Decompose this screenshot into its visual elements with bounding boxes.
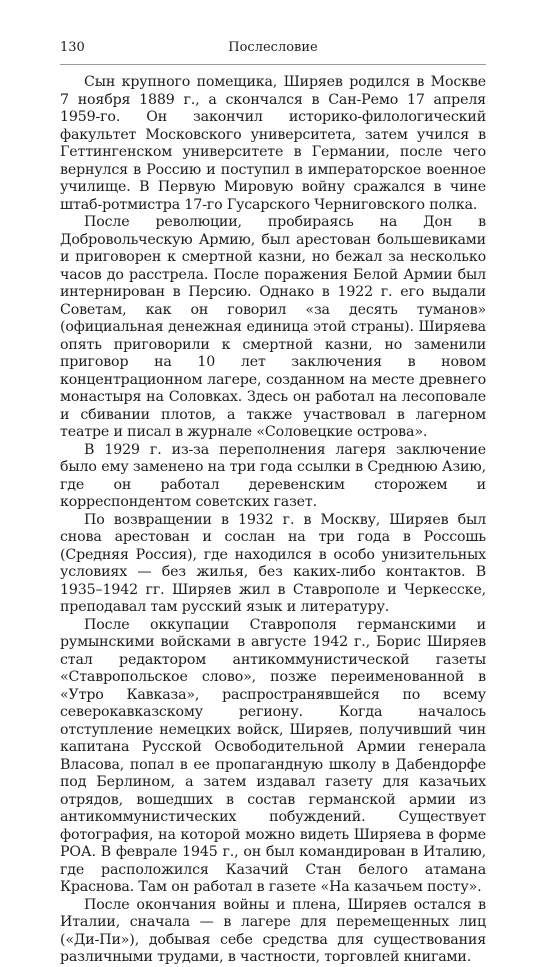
header-rule: [60, 64, 486, 65]
paragraph-return: По возвращении в 1932 г. в Москву, Ширяев был снова арестован и сослан на три года в Россошь (Средняя Россия), где находился в особо унизительных условиях — без жилья, без каких-либо контактов. В 1935–1942 гг. Ширяев жил в Ставрополе и Черкесске, преподавал там русский язык и литературу.: [60, 511, 486, 615]
paragraph-revolution: После революции, пробираясь на Дон в Добровольческую Армию, был арестован большевиками и приговорен к смертной казни, но бежал за несколько часов до расстрела. После поражения Белой Армии был интернирован в Персию. Однако в 1922 г. его выдали Советам, как он говорил «за десять туманов» (официальная денежная единица этой страны). Ширяева опять приговорили к смертной казни, но заменили приговор на 10 лет заключения в новом концентрационном лагере, созданном на месте древнего монастыря на Соловках. Здесь он работал на лесоповале и сбивании плотов, а также участвовал в лагерном театре и писал в журнале «Соловецкие острова».: [60, 214, 486, 440]
running-title: Послесловие: [228, 40, 318, 55]
paragraph-postwar: После окончания войны и плена, Ширяев остался в Италии, сначала — в лагере для перемещенных лиц («Ди-Пи»), добывая себе средства для существования различными трудами, в частности, торговлей книгами.: [60, 896, 486, 965]
paragraph-occupation: После оккупации Ставрополя германскими и румынскими войсками в августе 1942 г., Борис Ширяев стал редактором антикоммунистической газеты «Ставропольское слово», позже переименованной в «Утро Кавказа», распространявшейся по всему северокавказскому региону. Когда началось отступление немецких войск, Ширяев, получивший чин капитана Русской Освободительной Армии генерала Власова, попал в ее пропагандную школу в Дабендорфе под Берлином, а затем издавал газету для казачьих отрядов, вошедших в состав германской армии из антикоммунистических побуждений. Существует фотография, на которой можно видеть Ширяева в форме РОА. В феврале 1945 г., он был командирован в Италию, где расположился Казачий Стан белого атамана Краснова. Там он работал в газете «На казачьем посту».: [60, 616, 486, 895]
paragraph-exile: В 1929 г. из-за переполнения лагеря заключение было ему заменено на три года ссылки в Среднюю Азию, где он работал деревенским сторожем и корреспондентом советских газет.: [60, 441, 486, 510]
page-number: 130: [60, 40, 85, 55]
body-text: [60, 74, 486, 967]
paragraph-biography: Сын крупного помещика, Ширяев родился в Москве 7 ноября 1889 г., а скончался в Сан-Ремо 17 апреля 1959-го. Он закончил историко-филологический факультет Московского университета, затем учился в Геттингенском университете в Германии, после чего вернулся в Россию и поступил в императорское военное училище. В Первую Мировую войну сражался в чине штаб-ротмистра 17-го Гусарского Черниговского полка.: [60, 74, 486, 213]
running-head: [60, 38, 486, 58]
